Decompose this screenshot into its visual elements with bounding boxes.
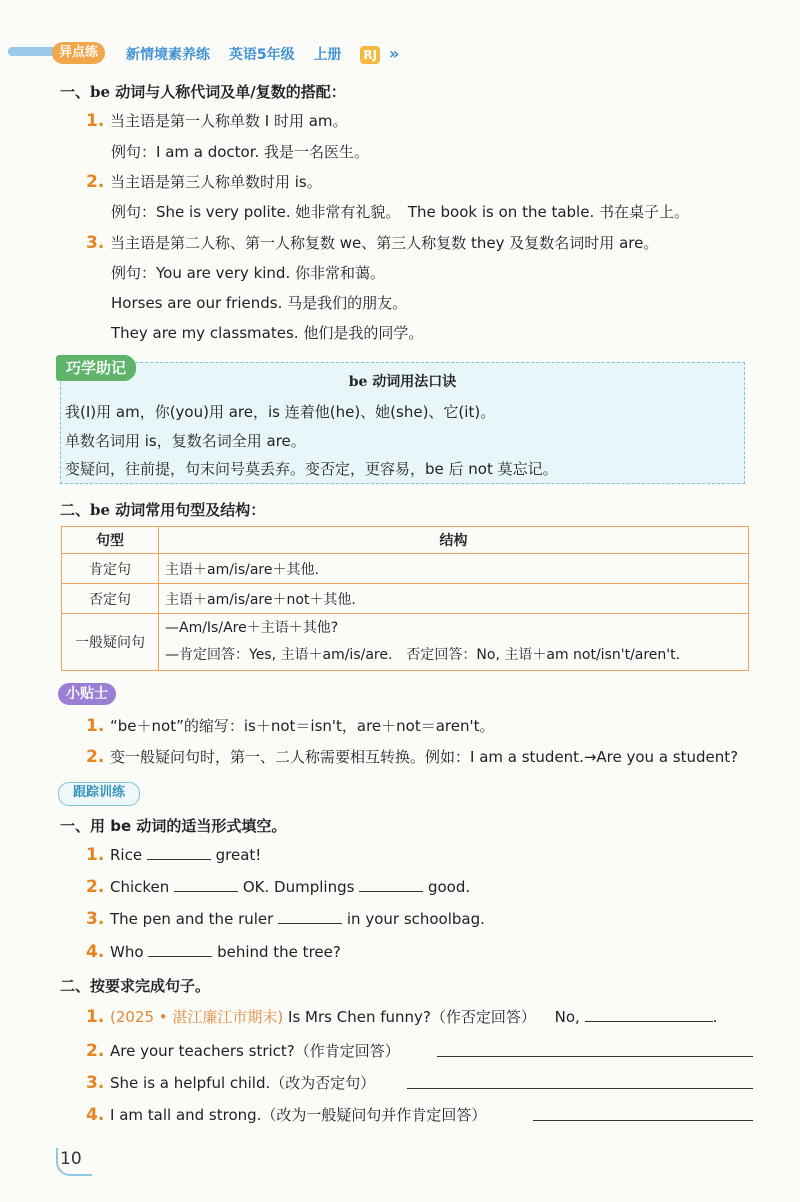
fill-item-4: 4. Who behind the tree?	[86, 942, 341, 962]
fill-item-2: 2. Chicken OK. Dumplings good.	[86, 877, 471, 897]
section2-title: 二、be 动词常用句型及结构：	[60, 501, 266, 519]
table-cell-structure: 主语＋am/is/are＋其他.	[159, 554, 749, 584]
chevron-right-icon: »	[388, 44, 400, 63]
page-number: 10	[60, 1149, 82, 1169]
source-note: (2025 • 湛江廉江市期末)	[110, 1008, 284, 1026]
answer-blank[interactable]	[174, 877, 238, 892]
practice-tag: 跟踪训练	[58, 782, 140, 806]
table-row	[62, 584, 749, 614]
edition-badge: RJ	[360, 46, 380, 64]
memo-title: be 动词用法口诀	[348, 374, 457, 390]
practice-part2-title: 二、按要求完成句子。	[60, 977, 211, 995]
answer-blank[interactable]	[359, 877, 423, 892]
header-bar	[8, 47, 58, 56]
example-3a: 例句：You are very kind. 你非常和蔼。	[111, 264, 385, 282]
memo-line-2: 单数名词用 is，复数名词全用 are。	[65, 432, 306, 450]
memo-line-3: 变疑问，往前提，句末问号莫丢弃。变否定，更容易，be 后 not 莫忘记。	[65, 460, 558, 478]
answer-blank[interactable]	[533, 1106, 753, 1121]
practice-part1-title: 一、用 be 动词的适当形式填空。	[60, 817, 287, 835]
header-text	[126, 44, 413, 64]
answer-blank[interactable]	[278, 909, 342, 924]
rule-3: 3. 当主语是第二人称、第一人称复数 we、第三人称复数 they 及复数名词时用 are。	[86, 233, 659, 253]
rewrite-item-4: 4. I am tall and strong.（改为一般疑问句并作肯定回答）	[86, 1105, 487, 1125]
header-series: 新情境素养练	[126, 47, 210, 63]
example-1: 例句：I am a doctor. 我是一名医生。	[111, 143, 370, 161]
answer-form: —肯定回答：Yes, 主语＋am/is/are. 否定回答：No, 主语＋am not/isn't/aren't.	[165, 647, 681, 663]
rule-2: 2. 当主语是第三人称单数时用 is。	[86, 172, 322, 192]
answer-blank[interactable]	[437, 1042, 753, 1057]
answer-blank[interactable]	[148, 942, 212, 957]
tip-2: 2. 变一般疑问句时，第一、二人称需要相互转换。例如：I am a student.→Are you a student?	[86, 747, 739, 767]
fill-item-1: 1. Rice great!	[86, 845, 262, 865]
memo-tag: 巧学助记	[56, 355, 136, 381]
example-3b: Horses are our friends. 马是我们的朋友。	[111, 294, 408, 312]
table-cell-structure: 主语＋am/is/are＋not＋其他.	[159, 584, 749, 614]
example-2: 例句：She is very polite. 她非常有礼貌。 The book is on the table. 书在桌子上。	[111, 203, 689, 221]
answer-blank[interactable]	[147, 845, 211, 860]
structure-table	[61, 526, 749, 671]
table-header-type: 句型	[62, 527, 159, 554]
table-cell-type: 肯定句	[62, 554, 159, 584]
table-cell-structure	[159, 614, 749, 671]
section1-title: 一、be 动词与人称代词及单/复数的搭配：	[60, 83, 346, 101]
rewrite-item-3: 3. She is a helpful child.（改为否定句）	[86, 1073, 376, 1093]
table-row	[62, 554, 749, 584]
example-3c: They are my classmates. 他们是我的同学。	[111, 324, 424, 342]
table-header-row	[62, 527, 749, 554]
memo-line-1: 我(I)用 am，你(you)用 are，is 连着他(he)、她(she)、它(it)。	[65, 403, 496, 421]
answer-blank[interactable]	[407, 1074, 753, 1089]
table-cell-type: 否定句	[62, 584, 159, 614]
header-volume: 上册	[313, 47, 342, 63]
header-badge: 异点练	[52, 42, 105, 64]
table-row	[62, 614, 749, 671]
table-header-structure: 结构	[159, 527, 749, 554]
answer-blank[interactable]	[585, 1007, 713, 1022]
tip-1: 1. “be＋not”的缩写：is＋not＝isn't，are＋not＝aren't。	[86, 716, 495, 736]
header-subject: 英语5年级	[228, 47, 295, 63]
question-form: —Am/Is/Are＋主语＋其他?	[165, 620, 339, 636]
fill-item-3: 3. The pen and the ruler in your schoolbag.	[86, 909, 485, 929]
rewrite-item-2: 2. Are your teachers strict?（作肯定回答）	[86, 1041, 400, 1061]
rule-1: 1. 当主语是第一人称单数 I 时用 am。	[86, 111, 348, 131]
tips-tag: 小贴士	[58, 683, 116, 705]
rewrite-item-1: 1. (2025 • 湛江廉江市期末) Is Mrs Chen funny?（作否定回答） No, .	[86, 1007, 718, 1027]
table-cell-type: 一般疑问句	[62, 614, 159, 671]
